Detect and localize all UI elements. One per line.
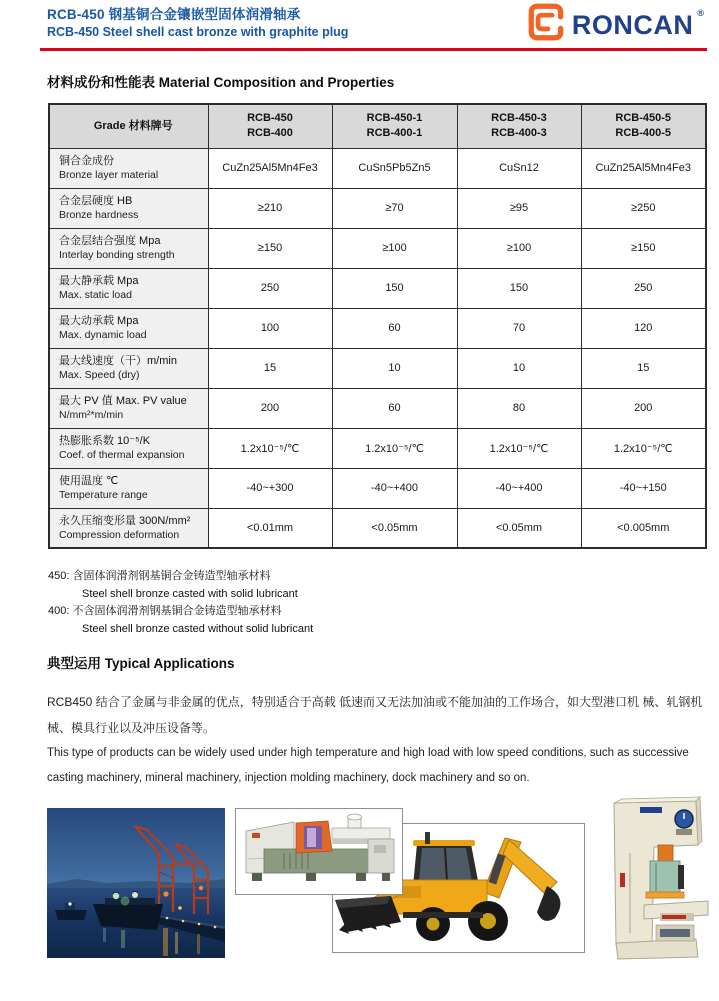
column-header [208,104,332,148]
table-row [49,468,706,508]
table-cell: -40~+400 [457,468,581,508]
row-label-zh: 铜合金成份 [59,155,114,167]
row-label-zh: 热膨胀系数 10⁻⁵/K [59,435,151,447]
table-cell: -40~+400 [332,468,457,508]
column-header-line: RCB-450 [247,112,293,125]
row-label-en: N/mm²*m/min [59,409,124,421]
table-row [49,268,706,308]
row-label-en: Bronze hardness [59,209,139,221]
composition-heading: 材料成份和性能表 Material Composition and Properties [47,75,395,90]
table-cell: 15 [208,348,332,388]
table-row [49,188,706,228]
row-label-en: Max. Speed (dry) [59,369,140,381]
applications-heading: 典型运用 Typical Applications [47,656,235,671]
row-label-zh: 最大 PV 值 Max. PV value [59,395,187,407]
table-row [49,308,706,348]
table-header-row [49,104,706,148]
column-header-line: RCB-450-3 [491,112,547,125]
row-label [49,508,208,548]
header-divider-rule [40,48,707,51]
row-label [49,188,208,228]
composition-table [48,103,707,549]
footnote-line-en: Steel shell bronze casted with solid lubricant [82,587,298,600]
table-row [49,228,706,268]
column-header-line: RCB-400-3 [491,127,547,140]
page-header [47,6,348,40]
table-cell: CuSn5Pb5Zn5 [332,148,457,188]
applications-paragraph-zh: RCB450 结合了金属与非金属的优点，特别适合于高载 低速而又无法加油或不能加油的工作场合，如大型港口机 械、轧钢机械、模具行业以及冲压设备等。 [47,695,703,735]
table-cell: 15 [581,348,706,388]
table-row [49,428,706,468]
column-header [332,104,457,148]
row-label-en: Max. dynamic load [59,329,147,341]
row-label [49,268,208,308]
table-cell: CuZn25Al5Mn4Fe3 [208,148,332,188]
table-cell: ≥250 [581,188,706,228]
table-row [49,508,706,548]
row-label [49,388,208,428]
table-cell: ≥100 [457,228,581,268]
table-cell: <0.01mm [208,508,332,548]
row-label-zh: 最大线速度（干）m/min [59,355,177,367]
row-label-zh: 合金层结合强度 Mpa [59,235,161,247]
table-cell: 120 [581,308,706,348]
footnote-line-en: Steel shell bronze casted without solid lubricant [82,622,314,635]
header-title-en: RCB-450 Steel shell cast bronze with graphite plug [47,25,349,39]
table-cell: 200 [581,388,706,428]
table-footnotes [48,568,313,638]
table-cell: 150 [332,268,457,308]
table-cell: 100 [208,308,332,348]
footnote-line-zh: 450: 含固体润滑剂钢基铜合金铸造型轴承材料 [48,570,271,582]
table-cell: 1.2x10⁻⁵/℃ [332,428,457,468]
table-cell: 1.2x10⁻⁵/℃ [581,428,706,468]
row-label-zh: 使用温度 ℃ [59,475,119,487]
table-cell: ≥70 [332,188,457,228]
row-label-en: Temperature range [59,489,148,501]
row-label-zh: 合金层硬度 HB [59,195,133,207]
table-cell: 10 [332,348,457,388]
table-cell: 200 [208,388,332,428]
injection-molding-machine-photo [235,808,403,895]
registered-mark: ® [697,7,704,18]
brand-logo [526,3,704,46]
punch-press-photo [600,793,712,963]
table-cell: ≥210 [208,188,332,228]
table-cell: 70 [457,308,581,348]
row-label-en: Interlay bonding strength [59,249,175,261]
table-cell: 250 [581,268,706,308]
row-label [49,428,208,468]
column-header-line: RCB-450-5 [615,112,672,125]
row-label [49,348,208,388]
table-row [49,388,706,428]
column-header [581,104,706,148]
table-cell: 80 [457,388,581,428]
column-header-line: RCB-450-1 [366,112,423,125]
table-cell: 250 [208,268,332,308]
row-label-en: Bronze layer material [59,169,159,181]
table-row [49,348,706,388]
column-header-line: RCB-400-5 [615,127,672,140]
row-label [49,148,208,188]
row-label-zh: 最大静承载 Mpa [59,275,139,287]
footnote-line-zh: 400: 不含固体润滑剂钢基铜合金铸造型轴承材料 [48,605,282,617]
table-cell: <0.005mm [581,508,706,548]
table-cell: <0.05mm [332,508,457,548]
table-cell: 1.2x10⁻⁵/℃ [208,428,332,468]
table-cell: 60 [332,308,457,348]
table-cell: 60 [332,388,457,428]
table-cell: 10 [457,348,581,388]
row-label-en: Compression deformation [59,528,180,541]
row-label-en: Max. static load [59,289,132,301]
column-header-line: RCB-400 [247,127,293,140]
row-label-zh: 永久压缩变形量 300N/mm² [59,514,191,527]
column-header [457,104,581,148]
row-label [49,228,208,268]
table-row [49,148,706,188]
table-cell: CuZn25Al5Mn4Fe3 [581,148,706,188]
table-cell: 150 [457,268,581,308]
table-cell: ≥150 [208,228,332,268]
row-label [49,468,208,508]
header-title-zh: RCB-450 钢基铜合金镶嵌型固体润滑轴承 [47,7,301,22]
applications-paragraph-en: This type of products can be widely used under high temperature and high load with low speed conditions, such as successive casting machinery, mineral machinery, injection molding machinery, dock machinery and so on. [47,747,689,784]
table-cell: ≥95 [457,188,581,228]
column-header-line: RCB-400-1 [366,127,423,140]
row-label [49,308,208,348]
table-cell: ≥150 [581,228,706,268]
roncan-monogram-icon [526,3,568,46]
table-cell: <0.05mm [457,508,581,548]
grade-header-cell: Grade 材料牌号 [49,104,208,148]
dock-machinery-photo [47,808,225,958]
table-cell: 1.2x10⁻⁵/℃ [457,428,581,468]
row-label-zh: 最大动承载 Mpa [59,315,139,327]
table-cell: ≥100 [332,228,457,268]
row-label-en: Coef. of thermal expansion [59,449,185,461]
brand-name: RONCAN [571,9,694,40]
table-cell: CuSn12 [457,148,581,188]
table-cell: -40~+150 [581,468,706,508]
table-cell: -40~+300 [208,468,332,508]
